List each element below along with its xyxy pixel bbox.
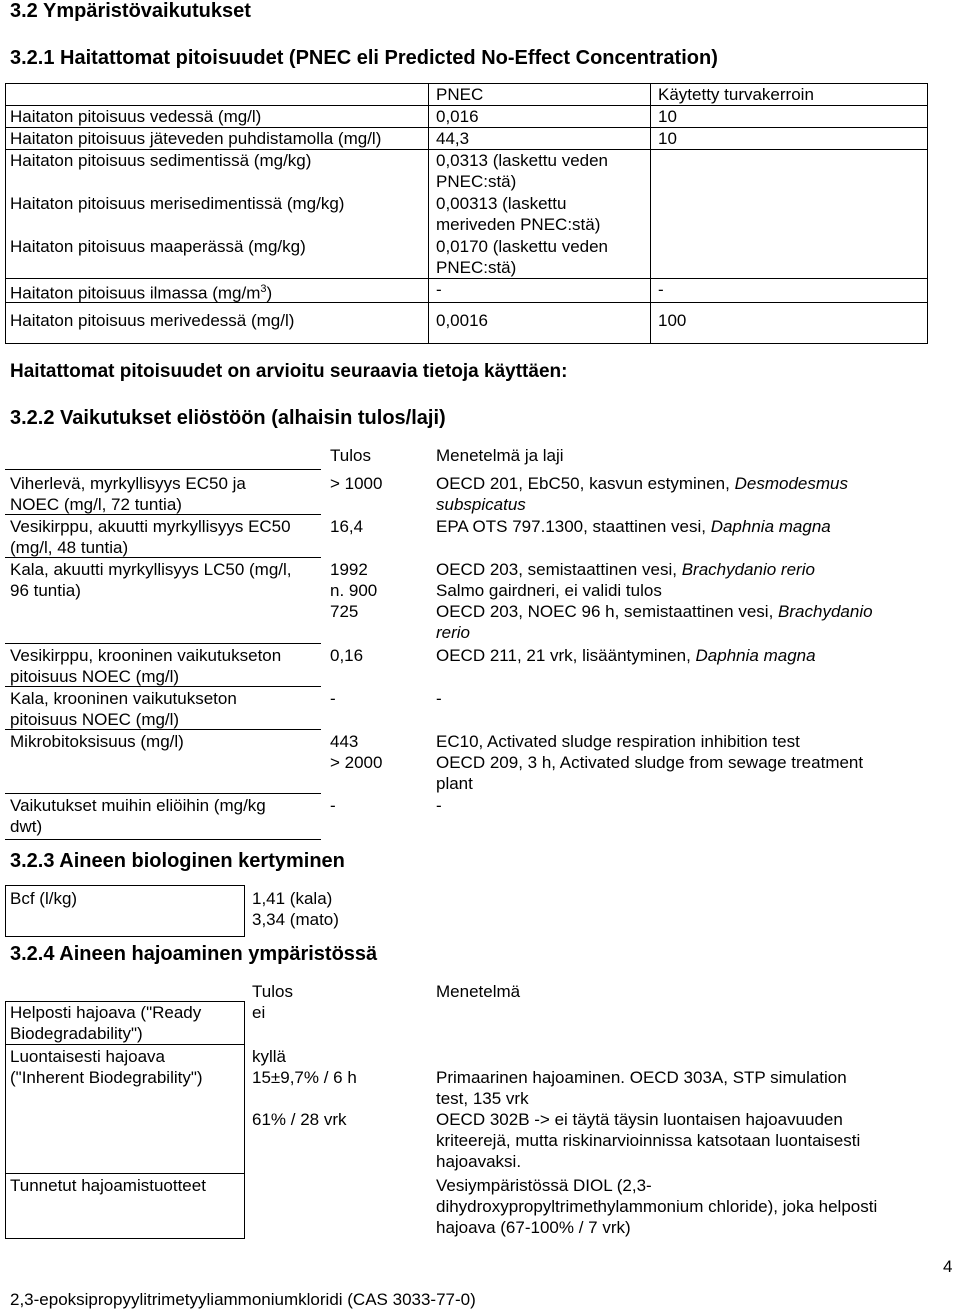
degradation-method: hajoava (67-100% / 7 vrk) bbox=[436, 1218, 631, 1237]
pnec-row-value: - bbox=[436, 280, 442, 299]
bcf-value: 1,41 (kala) bbox=[252, 889, 333, 908]
pnec-row-value: PNEC:stä) bbox=[436, 258, 517, 277]
effect-method: EPA OTS 797.1300, staattinen vesi, Daphnia magna bbox=[436, 517, 831, 536]
effect-method: OECD 203, semistaattinen vesi, Brachydanio rerio bbox=[436, 560, 815, 579]
effects-heading: 3.2.2 Vaikutukset eliöstöön (alhaisin tulos/laji) bbox=[10, 407, 446, 429]
effect-result: 16,4 bbox=[330, 517, 364, 536]
degradation-method: hajoavaksi. bbox=[436, 1152, 522, 1171]
degradation-label: ("Inherent Biodegrability") bbox=[10, 1068, 203, 1087]
degradation-method: Vesiympäristössä DIOL (2,3- bbox=[436, 1176, 652, 1195]
pnec-row-value: 0,0170 (laskettu veden bbox=[436, 237, 609, 256]
effect-label: dwt) bbox=[10, 817, 43, 836]
effect-method: OECD 203, NOEC 96 h, semistaattinen vesi, Brachydanio bbox=[436, 602, 873, 621]
degradation-result: 15±9,7% / 6 h bbox=[252, 1068, 357, 1087]
degradation-method: test, 135 vrk bbox=[436, 1089, 529, 1108]
effect-label: Vaikutukset muihin eliöihin (mg/kg bbox=[10, 796, 266, 815]
pnec-row-factor: 100 bbox=[658, 311, 687, 330]
degradation-label: Helposti hajoava ("Ready bbox=[10, 1003, 202, 1022]
degradation-method-header: Menetelmä bbox=[436, 982, 521, 1001]
degradation-heading: 3.2.4 Aineen hajoaminen ympäristössä bbox=[10, 943, 378, 965]
degradation-method: kriteerejä, mutta riskinarvioinnissa katsotaan luontaisesti bbox=[436, 1131, 861, 1150]
effect-result: > 2000 bbox=[330, 753, 383, 772]
pnec-header: PNEC bbox=[436, 85, 484, 104]
effect-result: 0,16 bbox=[330, 646, 364, 665]
page-number: 4 bbox=[943, 1257, 953, 1276]
effect-label: NOEC (mg/l, 72 tuntia) bbox=[10, 495, 182, 514]
bioaccumulation-heading: 3.2.3 Aineen biologinen kertyminen bbox=[10, 850, 345, 872]
degradation-method: dihydroxypropyltrimethylammonium chloride), joka helposti bbox=[436, 1197, 878, 1216]
pnec-row-factor: - bbox=[658, 280, 664, 299]
effect-result: 443 bbox=[330, 732, 359, 751]
pnec-row-label: Haitaton pitoisuus jäteveden puhdistamolla (mg/l) bbox=[10, 129, 382, 148]
pnec-row-value: PNEC:stä) bbox=[436, 172, 517, 191]
effect-result: 725 bbox=[330, 602, 359, 621]
effect-method: Salmo gairdneri, ei validi tulos bbox=[436, 581, 662, 600]
degradation-result: ei bbox=[252, 1003, 266, 1022]
pnec-row-label: Haitaton pitoisuus sedimentissä (mg/kg) bbox=[10, 151, 312, 170]
degradation-method: Primaarinen hajoaminen. OECD 303A, STP simulation bbox=[436, 1068, 847, 1087]
effect-label: Mikrobitoksisuus (mg/l) bbox=[10, 732, 184, 751]
effect-label: Viherlevä, myrkyllisyys EC50 ja bbox=[10, 474, 246, 493]
effect-label: 96 tuntia) bbox=[10, 581, 81, 600]
bcf-value: 3,34 (mato) bbox=[252, 910, 339, 929]
pnec-row-value: meriveden PNEC:stä) bbox=[436, 215, 601, 234]
effect-label: pitoisuus NOEC (mg/l) bbox=[10, 710, 180, 729]
effect-method: OECD 211, 21 vrk, lisääntyminen, Daphnia magna bbox=[436, 646, 816, 665]
effect-label: (mg/l, 48 tuntia) bbox=[10, 538, 129, 557]
effect-method: plant bbox=[436, 774, 473, 793]
effect-result: - bbox=[330, 796, 336, 815]
effect-method: EC10, Activated sludge respiration inhibition test bbox=[436, 732, 800, 751]
effect-label: Vesikirppu, akuutti myrkyllisyys EC50 bbox=[10, 517, 291, 536]
degradation-label: Biodegradability") bbox=[10, 1024, 143, 1043]
pnec-row-value: 0,0313 (laskettu veden bbox=[436, 151, 609, 170]
effect-method: - bbox=[436, 689, 442, 708]
result-header: Tulos bbox=[330, 446, 371, 465]
pnec-row-label: Haitaton pitoisuus vedessä (mg/l) bbox=[10, 107, 262, 126]
pnec-row-value: 0,0016 bbox=[436, 311, 488, 330]
pnec-row-label: Haitaton pitoisuus maaperässä (mg/kg) bbox=[10, 237, 306, 256]
section-title: 3.2 Ympäristövaikutukset bbox=[10, 0, 251, 22]
effect-result: > 1000 bbox=[330, 474, 383, 493]
effect-method: - bbox=[436, 796, 442, 815]
effect-result: - bbox=[330, 689, 336, 708]
bcf-label: Bcf (l/kg) bbox=[10, 889, 78, 908]
pnec-row-factor: 10 bbox=[658, 129, 677, 148]
method-header: Menetelmä ja laji bbox=[436, 446, 564, 465]
degradation-label: Luontaisesti hajoava bbox=[10, 1047, 166, 1066]
degradation-result: 61% / 28 vrk bbox=[252, 1110, 347, 1129]
pnec-row-label: Haitaton pitoisuus merivedessä (mg/l) bbox=[10, 311, 295, 330]
effect-result: 1992 bbox=[330, 560, 368, 579]
pnec-row-value: 0,00313 (laskettu bbox=[436, 194, 567, 213]
pnec-row-value: 0,016 bbox=[436, 107, 479, 126]
effect-label: Vesikirppu, krooninen vaikutukseton bbox=[10, 646, 282, 665]
pnec-row-value: 44,3 bbox=[436, 129, 470, 148]
pnec-note: Haitattomat pitoisuudet on arvioitu seuraavia tietoja käyttäen: bbox=[10, 361, 568, 382]
effect-method-species: subspicatus bbox=[436, 495, 526, 514]
effect-method: OECD 201, EbC50, kasvun estyminen, Desmodesmus bbox=[436, 474, 848, 493]
effect-label: pitoisuus NOEC (mg/l) bbox=[10, 667, 180, 686]
footer-substance: 2,3-epoksipropyylitrimetyyliammoniumkloridi (CAS 3033-77-0) bbox=[10, 1290, 476, 1309]
effect-label: Kala, krooninen vaikutukseton bbox=[10, 689, 237, 708]
effect-method: OECD 209, 3 h, Activated sludge from sewage treatment bbox=[436, 753, 864, 772]
pnec-row-label: Haitaton pitoisuus ilmassa $(mg/m^3)$ bbox=[10, 283, 273, 303]
degradation-result-header: Tulos bbox=[252, 982, 293, 1001]
pnec-row-factor: 10 bbox=[658, 107, 677, 126]
degradation-result: kyllä bbox=[252, 1047, 287, 1066]
effect-method-species: rerio bbox=[436, 623, 471, 642]
degradation-method: OECD 302B -> ei täytä täysin luontaisen hajoavuuden bbox=[436, 1110, 843, 1129]
pnec-heading: 3.2.1 Haitattomat pitoisuudet (PNEC eli Predicted No-Effect Concentration) bbox=[10, 47, 718, 69]
effect-label: Kala, akuutti myrkyllisyys LC50 (mg/l, bbox=[10, 560, 292, 579]
pnec-row-label: Haitaton pitoisuus merisedimentissä (mg/kg) bbox=[10, 194, 345, 213]
effect-result: n. 900 bbox=[330, 581, 378, 600]
degradation-label: Tunnetut hajoamistuotteet bbox=[10, 1176, 206, 1195]
factor-header: Käytetty turvakerroin bbox=[658, 85, 814, 104]
